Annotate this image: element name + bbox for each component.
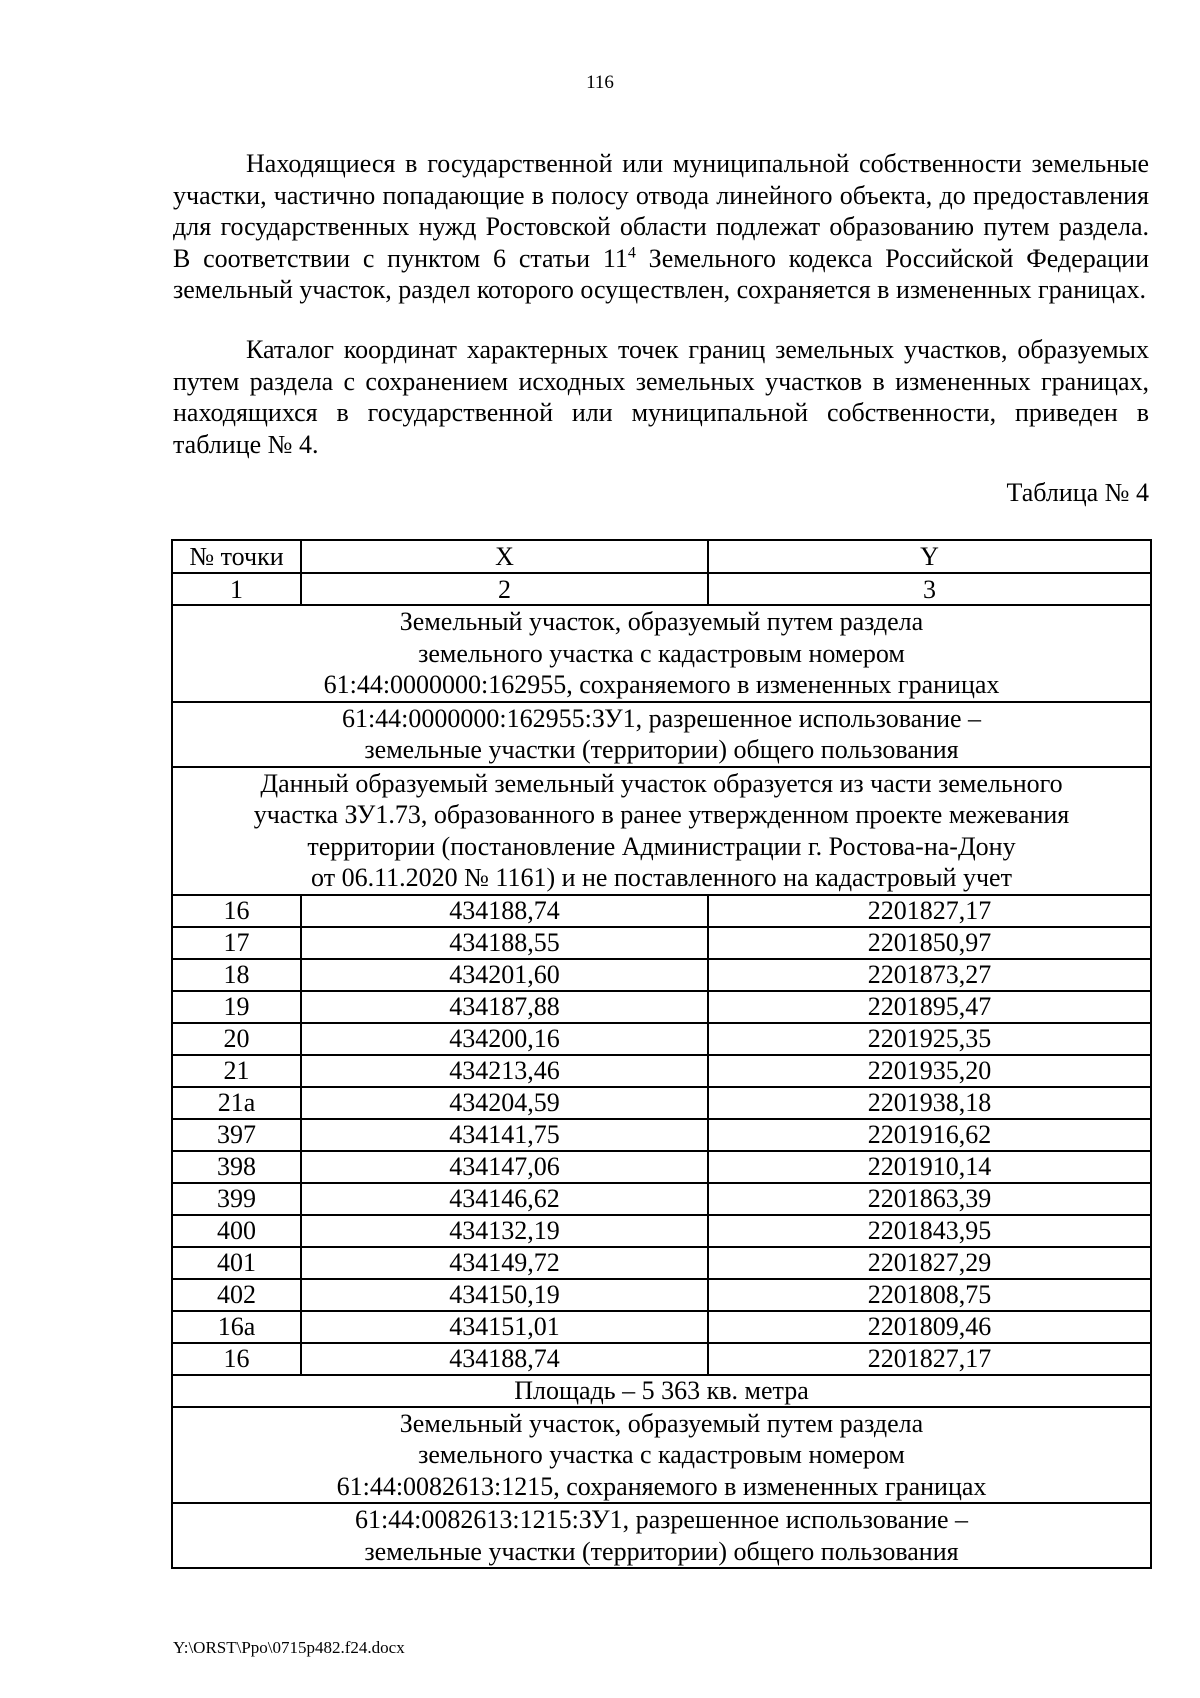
table-row <box>172 991 1151 1023</box>
section-2-usage-line: 61:44:0082613:1215:ЗУ1, разрешенное использование – <box>354 1505 969 1534</box>
y-coordinate-cell: 2201827,17 <box>708 1343 1151 1375</box>
point-number-cell: 20 <box>172 1023 301 1055</box>
section-1-usage-line: 61:44:0000000:162955:ЗУ1, разрешенное использование – <box>341 703 982 733</box>
x-coordinate-cell: 434188,55 <box>301 927 708 959</box>
column-number-1: 1 <box>172 573 301 605</box>
section-1-area: Площадь – 5 363 кв. метра <box>172 1375 1151 1407</box>
table-row <box>172 1151 1151 1183</box>
section-1-note-line: Данный образуемый земельный участок образуется из части земельного <box>260 768 1063 798</box>
point-number-cell: 21а <box>172 1087 301 1119</box>
x-coordinate-cell: 434150,19 <box>301 1279 708 1311</box>
table-row <box>172 1119 1151 1151</box>
paragraph-1-text-a: Находящиеся в государственной или муниципальной собственности земельные участки, частично попадающие в полосу отвода линейного объекта, до предоставления для государственных нужд Ростовской области подлежат образованию путем раздела. В соответствии с пунктом 6 статьи 11 <box>173 149 1149 273</box>
point-number-cell: 397 <box>172 1119 301 1151</box>
x-coordinate-cell: 434187,88 <box>301 991 708 1023</box>
y-coordinate-cell: 2201850,97 <box>708 927 1151 959</box>
point-number-cell: 18 <box>172 959 301 991</box>
y-coordinate-cell: 2201895,47 <box>708 991 1151 1023</box>
section-2-title-row <box>172 1407 1151 1504</box>
x-coordinate-cell: 434213,46 <box>301 1055 708 1087</box>
column-number-3: 3 <box>708 573 1151 605</box>
x-coordinate-cell: 434201,60 <box>301 959 708 991</box>
paragraph-1-text-b: Земельного кодекса Российской Федерации земельный участок, раздел которого осуществлен, сохраняется в измененных границах. <box>173 243 1149 304</box>
coordinates-table <box>171 539 1152 1569</box>
point-number-cell: 400 <box>172 1215 301 1247</box>
table-row <box>172 1279 1151 1311</box>
y-coordinate-cell: 2201843,95 <box>708 1215 1151 1247</box>
paragraph-catalog: Каталог координат характерных точек границ земельных участков, образуемых путем раздела с сохранением исходных земельных участков в измененных границах, находящихся в государственной или муниципальной собственности, приведен в таблице № 4. <box>173 335 1149 459</box>
x-coordinate-cell: 434149,72 <box>301 1247 708 1279</box>
point-number-cell: 401 <box>172 1247 301 1279</box>
point-number-cell: 17 <box>172 927 301 959</box>
y-coordinate-cell: 2201808,75 <box>708 1279 1151 1311</box>
table-row <box>172 1247 1151 1279</box>
section-1-note-row <box>172 767 1151 895</box>
table-row <box>172 1215 1151 1247</box>
header-x: X <box>301 540 708 573</box>
x-coordinate-cell: 434151,01 <box>301 1311 708 1343</box>
table-row <box>172 1311 1151 1343</box>
header-y: Y <box>708 540 1151 573</box>
y-coordinate-cell: 2201916,62 <box>708 1119 1151 1151</box>
table-row <box>172 895 1151 927</box>
footer-file-path: Y:\ORST\Ppo\0715p482.f24.docx <box>173 1638 405 1657</box>
table-row <box>172 1023 1151 1055</box>
point-number-cell: 399 <box>172 1183 301 1215</box>
section-2-usage <box>172 1503 1151 1568</box>
section-1-title-line: земельного участка с кадастровым номером <box>418 638 905 668</box>
section-2-usage-row <box>172 1503 1151 1568</box>
point-number-cell: 19 <box>172 991 301 1023</box>
section-1-note-line: от 06.11.2020 № 1161) и не поставленного на кадастровый учет <box>311 863 1012 892</box>
paragraph-land-plots <box>173 148 1149 306</box>
point-number-cell: 21 <box>172 1055 301 1087</box>
point-number-cell: 16а <box>172 1311 301 1343</box>
column-number-row <box>172 573 1151 605</box>
section-1-usage-row <box>172 702 1151 767</box>
section-1-note <box>172 767 1151 895</box>
section-2-title-line: Земельный участок, образуемый путем раздела <box>399 1408 924 1438</box>
x-coordinate-cell: 434132,19 <box>301 1215 708 1247</box>
section-1-area-row <box>172 1375 1151 1407</box>
table-row <box>172 959 1151 991</box>
x-coordinate-cell: 434188,74 <box>301 1343 708 1375</box>
y-coordinate-cell: 2201863,39 <box>708 1183 1151 1215</box>
y-coordinate-cell: 2201873,27 <box>708 959 1151 991</box>
column-number-2: 2 <box>301 573 708 605</box>
section-1-note-line: участка ЗУ1.73, образованного в ранее утвержденном проекте межевания <box>253 800 1070 829</box>
section-2-title <box>172 1407 1151 1504</box>
table-caption: Таблица № 4 <box>1006 478 1149 507</box>
y-coordinate-cell: 2201809,46 <box>708 1311 1151 1343</box>
table-row <box>172 1183 1151 1215</box>
header-point-number: № точки <box>172 540 301 573</box>
section-1-title-line: Земельный участок, образуемый путем раздела <box>399 607 924 636</box>
point-number-cell: 16 <box>172 895 301 927</box>
table-row <box>172 1087 1151 1119</box>
table-row <box>172 927 1151 959</box>
y-coordinate-cell: 2201827,29 <box>708 1247 1151 1279</box>
point-number-cell: 16 <box>172 1343 301 1375</box>
x-coordinate-cell: 434188,74 <box>301 895 708 927</box>
y-coordinate-cell: 2201935,20 <box>708 1055 1151 1087</box>
x-coordinate-cell: 434204,59 <box>301 1087 708 1119</box>
section-2-title-line: земельного участка с кадастровым номером <box>418 1440 905 1469</box>
point-number-cell: 402 <box>172 1279 301 1311</box>
point-number-cell: 398 <box>172 1151 301 1183</box>
section-2-usage-line: земельные участки (территории) общего пользования <box>364 1536 959 1566</box>
table-row <box>172 1343 1151 1375</box>
article-superscript: 4 <box>627 243 636 261</box>
section-1-usage <box>172 702 1151 767</box>
section-1-title-line: 61:44:0000000:162955, сохраняемого в измененных границах <box>323 670 1000 699</box>
x-coordinate-cell: 434146,62 <box>301 1183 708 1215</box>
section-1-note-line: территории (постановление Администрации г. Ростова-на-Дону <box>307 831 1016 861</box>
x-coordinate-cell: 434147,06 <box>301 1151 708 1183</box>
section-1-usage-line: земельные участки (территории) общего пользования <box>364 735 959 764</box>
table-header-row <box>172 540 1151 573</box>
y-coordinate-cell: 2201925,35 <box>708 1023 1151 1055</box>
y-coordinate-cell: 2201910,14 <box>708 1151 1151 1183</box>
section-1-title <box>172 605 1151 702</box>
y-coordinate-cell: 2201827,17 <box>708 895 1151 927</box>
table-row <box>172 1055 1151 1087</box>
section-1-title-row <box>172 605 1151 702</box>
y-coordinate-cell: 2201938,18 <box>708 1087 1151 1119</box>
section-2-title-line: 61:44:0082613:1215, сохраняемого в измененных границах <box>336 1471 987 1501</box>
page-number: 116 <box>586 72 614 93</box>
x-coordinate-cell: 434141,75 <box>301 1119 708 1151</box>
x-coordinate-cell: 434200,16 <box>301 1023 708 1055</box>
